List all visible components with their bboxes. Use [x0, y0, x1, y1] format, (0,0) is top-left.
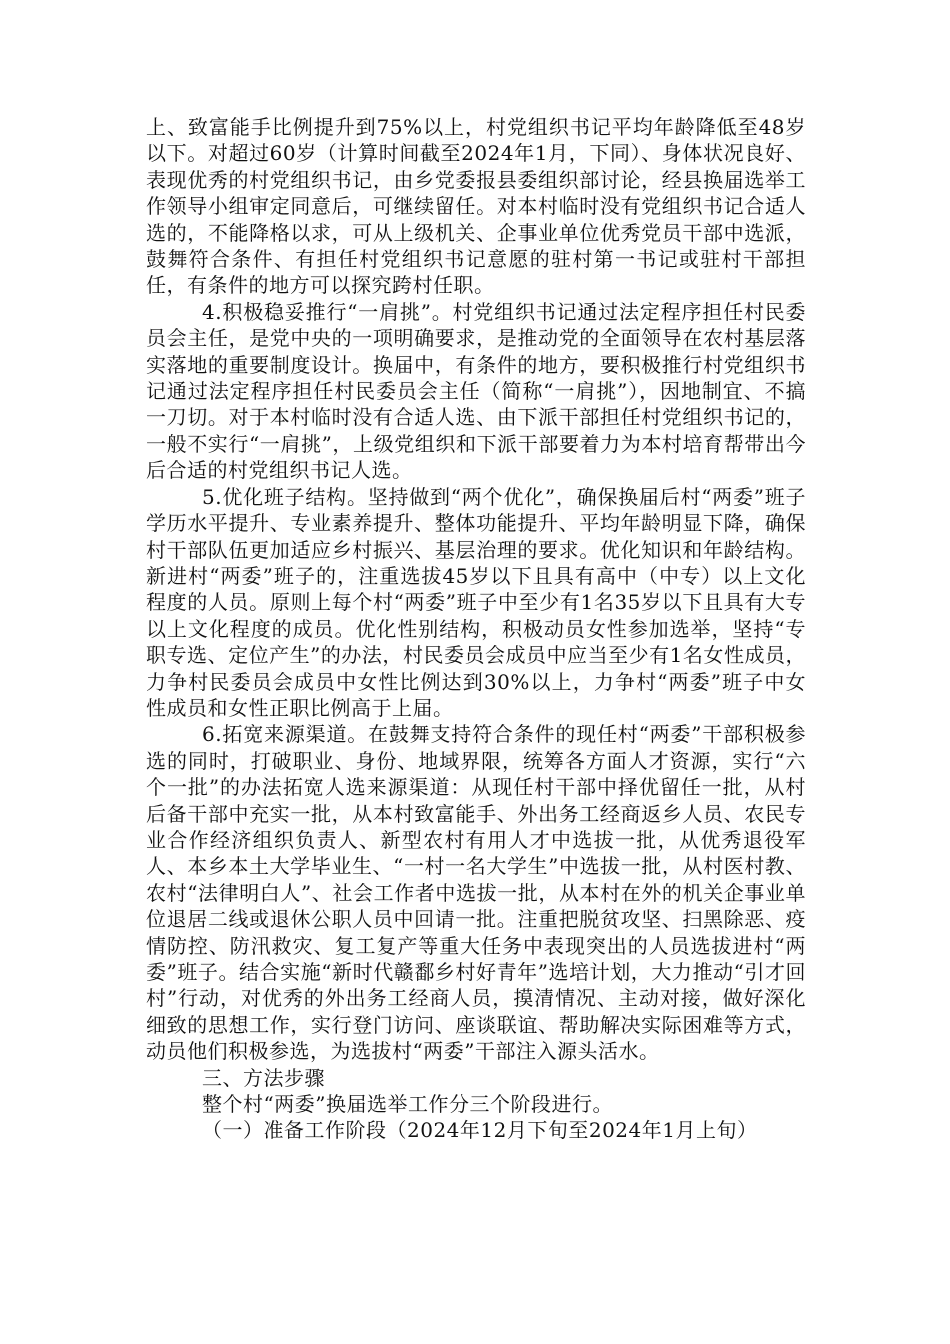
- section-heading: 三、方法步骤: [202, 1065, 325, 1090]
- paragraph-continuation: 上、致富能手比例提升到75%以上，村党组织书记平均年龄降低至48岁以下。对超过60岁（计算时间截至2024年1月，下同）、身体状况良好、表现优秀的村党组织书记，由乡党委报县委组织部讨论，经县换届选举工作领导小组审定同意后，可继续留任。对本村临时没有党组织书记合适人选的，不能降格以求，可从上级机关、企事业单位优秀党员干部中选派，鼓舞符合条件、有担任村党组织书记意愿的驻村第一书记或驻村干部担任，有条件的地方可以探究跨村任职。: [146, 115, 806, 298]
- document-page: [146, 114, 806, 1144]
- paragraph-item-6: 6.拓宽来源渠道。在鼓舞支持符合条件的现任村“两委”干部积极参选的同时，打破职业、身份、地域界限，统筹各方面人才资源，实行“六个一批”的办法拓宽人选来源渠道：从现任村干部中择优留任一批，从村后备干部中充实一批，从本村致富能手、外出务工经商返乡人员、农民专业合作经济组织负责人、新型农村有用人才中选拔一批，从优秀退役军人、本乡本土大学毕业生、“一村一名大学生”中选拔一批，从村医村教、农村“法律明白人”、社会工作者中选拔一批，从本村在外的机关企事业单位退居二线或退休公职人员中回请一批。注重把脱贫攻坚、扫黑除恶、疫情防控、防汛救灾、复工复产等重大任务中表现突出的人员选拔进村“两委”班子。结合实施“新时代赣鄱乡村好青年”选培计划，大力推动“引才回村”行动，对优秀的外出务工经商人员，摸清情况、主动对接，做好深化细致的思想工作，实行登门访问、座谈联谊、帮助解决实际困难等方式，动员他们积极参选，为选拔村“两委”干部注入源头活水。: [146, 722, 806, 1064]
- sub-heading: （一）准备工作阶段（2024年12月下旬至2024年1月上旬）: [202, 1118, 758, 1143]
- paragraph-item-5: 5.优化班子结构。坚持做到“两个优化”，确保换届后村“两委”班子学历水平提升、专业素养提升、整体功能提升、平均年龄明显下降，确保村干部队伍更加适应乡村振兴、基层治理的要求。优化知识和年龄结构。新进村“两委”班子的，注重选拔45岁以下且具有高中（中专）以上文化程度的人员。原则上每个村“两委”班子中至少有1名35岁以下且具有大专以上文化程度的成员。优化性别结构，积极动员女性参加选举，坚持“专职专选、定位产生”的办法，村民委员会成员中应当至少有1名女性成员，力争村民委员会成员中女性比例达到30%以上，力争村“两委”班子中女性成员和女性正职比例高于上届。: [146, 484, 806, 720]
- paragraph-item-4: 4.积极稳妥推行“一肩挑”。村党组织书记通过法定程序担任村民委员会主任，是党中央的一项明确要求，是推动党的全面领导在农村基层落实落地的重要制度设计。换届中，有条件的地方，要积极推行村党组织书记通过法定程序担任村民委员会主任（简称“一肩挑”），因地制宜、不搞一刀切。对于本村临时没有合适人选、由下派干部担任村党组织书记的，一般不实行“一肩挑”，上级党组织和下派干部要着力为本村培育帮带出今后合适的村党组织书记人选。: [146, 299, 806, 483]
- section-intro: 整个村“两委”换届选举工作分三个阶段进行。: [202, 1092, 613, 1117]
